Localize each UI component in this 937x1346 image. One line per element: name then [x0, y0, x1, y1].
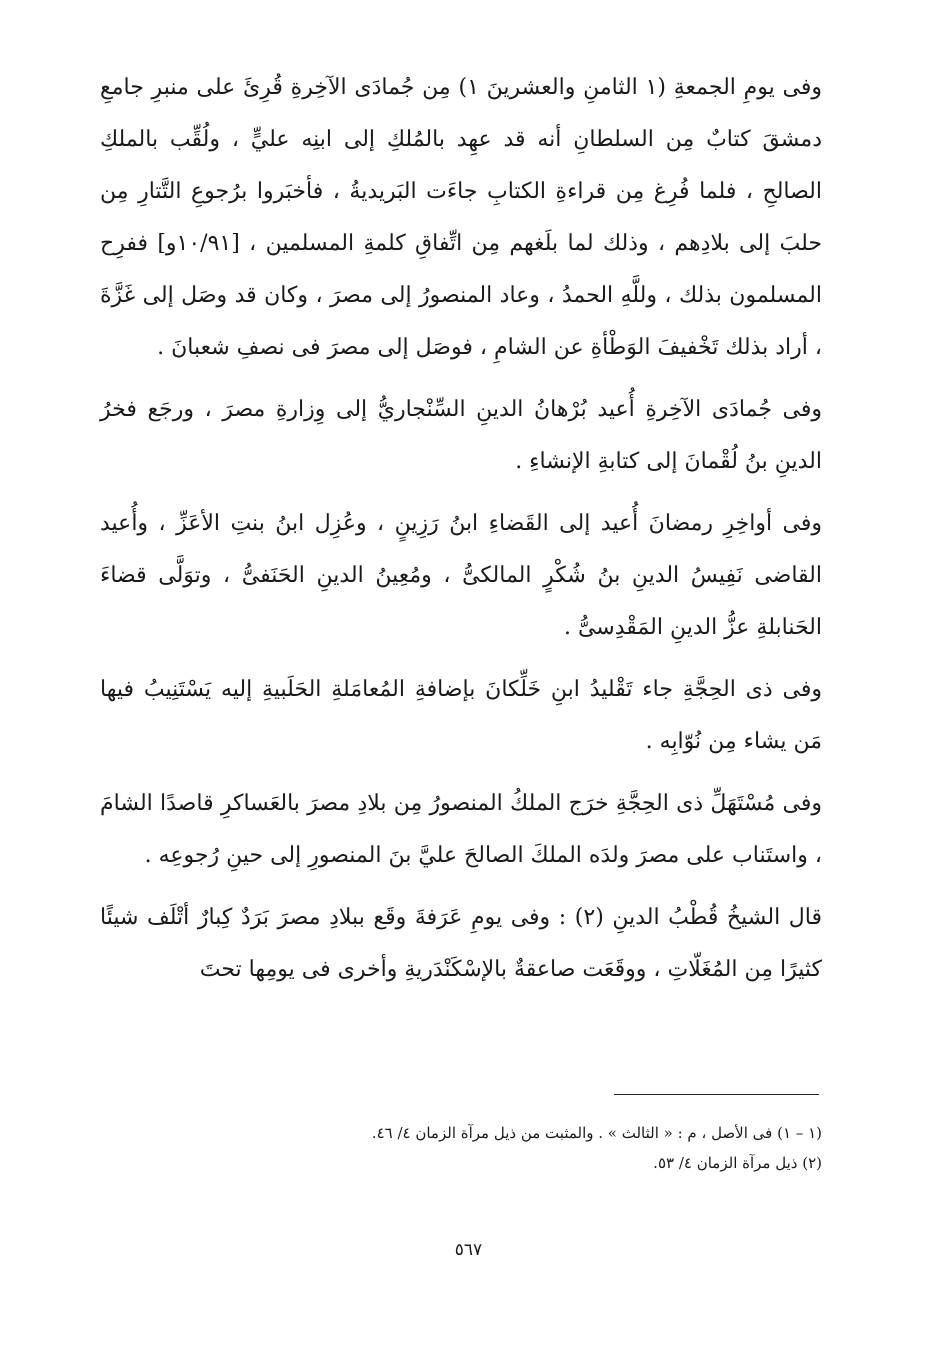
- footnotes: [240, 1118, 822, 1178]
- paragraph-6: قال الشيخُ قُطْبُ الدينِ (٢) : وفى يومِ عَرَفةَ وقَع ببلادِ مصرَ بَرَدٌ كِبارٌ أتْلَف شيئًا كثيرًا مِن المُغَلّاتِ ، ووقَعَت صاعقةٌ بالإسْكَنْدَريةِ وأخرى فى يومِها تحتَ: [100, 905, 822, 982]
- paragraph-1: وفى يومِ الجمعةِ (١ الثامنِ والعشرينَ ١) مِن جُمادَى الآخِرةِ قُرِئَ على منبرِ جامعِ دمشقَ كتابٌ مِن السلطانِ أنه قد عهِد بالمُلكِ إلى ابنِه عليٍّ ، ولُقِّب بالملكِ الصالحِ ، فلما فُرِغ مِن قراءةِ الكتابِ جاءَت البَريديةُ ، فأخبَروا برُجوعِ التَّتارِ مِن حلبَ إلى بلادِهم ، وذلك لما بلَغهم مِن اتِّفاقِ كلمةِ المسلمين ، [١٠/٩١و] ففرِح المسلمون بذلك ، وللَّهِ الحمدُ ، وعاد المنصورُ إلى مصرَ ، وكان قد وصَل إلى غَزَّةَ ، أراد بذلك تَخْفيفَ الوَطْأةِ عن الشامِ ، فوصَل إلى مصرَ فى نصفِ شعبانَ .: [100, 75, 822, 360]
- paragraph-2: وفى جُمادَى الآخِرةِ أُعيد بُرْهانُ الدينِ السِّنْجاريُّ إلى وِزارةِ مصرَ ، ورجَع فخرُ الدينِ بنُ لُقْمانَ إلى كتابةِ الإنشاءِ .: [100, 397, 822, 474]
- footnote-1: (١ – ١) فى الأصل ، م : « الثالث » . والمثبت من ذيل مرآة الزمان ٤/ ٤٦.: [371, 1124, 822, 1142]
- paragraph-4: وفى ذى الحِجَّةِ جاء تَقْليدُ ابنِ خَلِّكانَ بإضافةِ المُعامَلةِ الحَلَبيةِ إليه يَسْتَنِيبُ فيها مَن يشاء مِن نُوّابِه .: [100, 677, 822, 754]
- paragraph-3: وفى أواخِرِ رمضانَ أُعيد إلى القَضاءِ ابنُ رَزِينٍ ، وعُزِل ابنُ بنتِ الأعَزِّ ، وأُعيد القاضى نَفِيسُ الدينِ بنُ شُكْرٍ المالكىُّ ، ومُعِينُ الدينِ الحَنَفىُّ ، وتوَلَّى قضاءَ الحَنابلةِ عزُّ الدينِ المَقْدِسىُّ .: [100, 511, 822, 640]
- page-number: ٥٦٧: [454, 1240, 483, 1260]
- main-text: [100, 62, 822, 1006]
- footnote-divider: [614, 1094, 819, 1095]
- footnote-2: (٢) ذيل مرآة الزمان ٤/ ٥٣.: [653, 1154, 822, 1172]
- paragraph-5: وفى مُسْتَهَلِّ ذى الحِجَّةِ خرَج الملكُ المنصورُ مِن بلادِ مصرَ بالعَساكرِ قاصدًا الشامَ ، واستَناب على مصرَ ولدَه الملكَ الصالحَ عليَّ بنَ المنصورِ إلى حينِ رُجوعِه .: [100, 791, 822, 868]
